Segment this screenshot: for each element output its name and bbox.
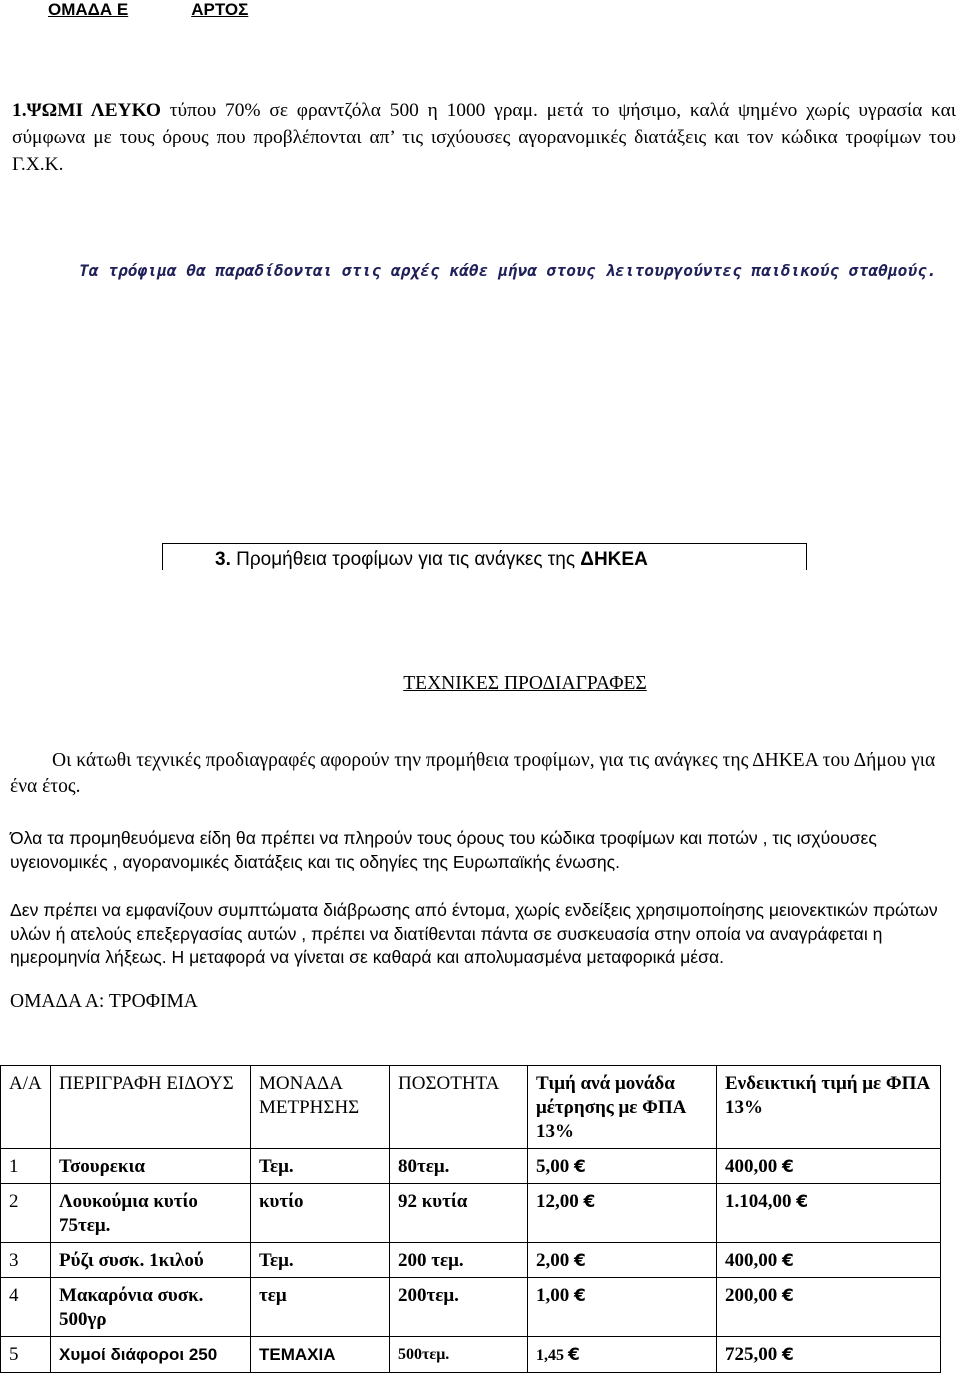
group-a-title: ΟΜΑΔΑ Α: ΤΡΟΦΙΜΑ xyxy=(10,991,198,1012)
group-heading-left: ΟΜΑΔΑ Ε xyxy=(48,0,129,19)
conditions-part-2: Η μεταφορά να γίνεται σε καθαρά και απολυμασμένα μεταφορικά μέσα. xyxy=(166,947,725,967)
euro-sign: € xyxy=(796,1192,809,1212)
euro-sign: € xyxy=(782,1157,794,1177)
section-3-number: 3. xyxy=(215,549,231,570)
cell-unit: Τεμ. xyxy=(251,1149,390,1184)
cell-description: Μακαρόνια συσκ. 500γρ xyxy=(51,1278,251,1337)
euro-sign: € xyxy=(574,1157,586,1177)
euro-sign: € xyxy=(782,1286,794,1306)
header-total-price: Ενδεικτική τιμή με ΦΠΑ 13% xyxy=(717,1066,941,1149)
euro-sign: € xyxy=(583,1192,596,1212)
header-unit-price: Τιμή ανά μονάδα μέτρησης με ΦΠΑ 13% xyxy=(528,1066,717,1149)
section-3-heading xyxy=(215,548,648,572)
conditions-part-1: Δεν πρέπει να εμφανίζουν συμπτώματα διάβρωσης από έντομα, χωρίς ενδείξεις χρησιμοποίησης μειονεκτικών πρώτων υλών ή ατελούς επεξεργασίας αυτών , πρέπει να διατίθενται πάντα σε συσκευασία στην οποία να αναγράφεται η ημερομηνία λήξεως. xyxy=(10,900,938,967)
cell-total-price xyxy=(717,1149,941,1184)
euro-sign: € xyxy=(574,1251,586,1271)
cell-unit: κυτίο xyxy=(251,1184,390,1243)
cell-aa: 4 xyxy=(1,1278,51,1337)
item-1-paragraph xyxy=(12,97,956,178)
euro-sign: € xyxy=(568,1345,580,1365)
header-quantity: ΠΟΣΟΤΗΤΑ xyxy=(390,1066,528,1149)
cell-total-price xyxy=(717,1243,941,1278)
price-value: 12,00 xyxy=(536,1191,579,1212)
item-1-name: 1.ΨΩΜΙ ΛΕΥΚΟ xyxy=(12,100,161,121)
euro-sign: € xyxy=(574,1286,586,1306)
table-row xyxy=(1,1149,941,1184)
cell-total-price xyxy=(717,1337,941,1373)
total-value: 200,00 xyxy=(725,1285,778,1306)
cell-quantity: 200τεμ. xyxy=(390,1278,528,1337)
table-row xyxy=(1,1337,941,1373)
group-heading xyxy=(48,0,248,20)
cell-total-price xyxy=(717,1278,941,1337)
section-3-text: Προμήθεια τροφίμων για τις ανάγκες της xyxy=(236,549,576,570)
total-value: 725,00 xyxy=(725,1344,778,1365)
total-value: 400,00 xyxy=(725,1250,778,1271)
cell-unit-price xyxy=(528,1184,717,1243)
euro-sign: € xyxy=(782,1345,794,1365)
item-1-description: τύπου 70% σε φραντζόλα 500 η 1000 γραμ. μετά το ψήσιμο, καλά ψημένο χωρίς υγρασία και σύμφωνα με τους όρους που προβλέπονται απ’ τις ισχύουσες αγορανομικές διατάξεις και τον κώδικα τροφίμων του Γ.Χ.Κ. xyxy=(12,100,957,175)
cell-unit-price xyxy=(528,1149,717,1184)
table-row xyxy=(1,1278,941,1337)
cell-unit: ΤΕΜΑΧΙΑ xyxy=(251,1337,390,1373)
price-value: 1,45 xyxy=(536,1347,564,1364)
cell-aa: 2 xyxy=(1,1184,51,1243)
price-value: 1,00 xyxy=(536,1285,570,1306)
delivery-note: Τα τρόφιμα θα παραδίδονται στις αρχές κάθε μήνα στους λειτουργούντες παιδικούς σταθμούς. xyxy=(79,261,937,280)
header-aa: Α/Α xyxy=(1,1066,51,1149)
cell-unit: Τεμ. xyxy=(251,1243,390,1278)
cell-unit: τεμ xyxy=(251,1278,390,1337)
cell-unit-price xyxy=(528,1243,717,1278)
header-description: ΠΕΡΙΓΡΑΦΗ ΕΙΔΟΥΣ xyxy=(51,1066,251,1149)
cell-quantity: 80τεμ. xyxy=(390,1149,528,1184)
cell-quantity: 200 τεμ. xyxy=(390,1243,528,1278)
cell-description: Χυμοί διάφοροι 250 xyxy=(51,1337,251,1373)
section-3-org: ΔΗΚΕΑ xyxy=(580,549,648,570)
cell-aa: 1 xyxy=(1,1149,51,1184)
technical-specs-heading: ΤΕΧΝΙΚΕΣ ΠΡΟΔΙΑΓΡΑΦΕΣ xyxy=(403,673,647,694)
cell-description: Τσουρεκια xyxy=(51,1149,251,1184)
cell-total-price xyxy=(717,1184,941,1243)
foods-table xyxy=(0,1065,941,1373)
cell-quantity: 500τεμ. xyxy=(390,1337,528,1373)
table-header-row xyxy=(1,1066,941,1149)
cell-description: Ρύζι συσκ. 1κιλού xyxy=(51,1243,251,1278)
cell-quantity: 92 κυτία xyxy=(390,1184,528,1243)
cell-unit-price xyxy=(528,1337,717,1373)
group-heading-right: ΑΡΤΟΣ xyxy=(191,0,249,19)
table-row xyxy=(1,1243,941,1278)
cell-unit-price xyxy=(528,1278,717,1337)
cell-aa: 3 xyxy=(1,1243,51,1278)
cell-aa: 5 xyxy=(1,1337,51,1373)
euro-sign: € xyxy=(782,1251,794,1271)
header-unit: ΜΟΝΑΔΑ ΜΕΤΡΗΣΗΣ xyxy=(251,1066,390,1149)
total-value: 1.104,00 xyxy=(725,1191,792,1212)
price-value: 5,00 xyxy=(536,1156,570,1177)
total-value: 400,00 xyxy=(725,1156,778,1177)
cell-description: Λουκούμια κυτίο 75τεμ. xyxy=(51,1184,251,1243)
price-value: 2,00 xyxy=(536,1250,570,1271)
compliance-paragraph: Όλα τα προμηθευόμενα είδη θα πρέπει να πληρούν τους όρους του κώδικα τροφίμων και ποτών , τις ισχύουσες υγειονομικές , αγορανομικές διατάξεις και τις οδηγίες της Ευρωπαϊκής ένωσης. xyxy=(10,828,877,872)
specs-intro: Οι κάτωθι τεχνικές προδιαγραφές αφορούν την προμήθεια τροφίμων, για τις ανάγκες της ΔΗΚΕΑ του Δήμου για ένα έτος. xyxy=(10,750,936,797)
conditions-paragraph xyxy=(10,899,950,970)
table-row xyxy=(1,1184,941,1243)
